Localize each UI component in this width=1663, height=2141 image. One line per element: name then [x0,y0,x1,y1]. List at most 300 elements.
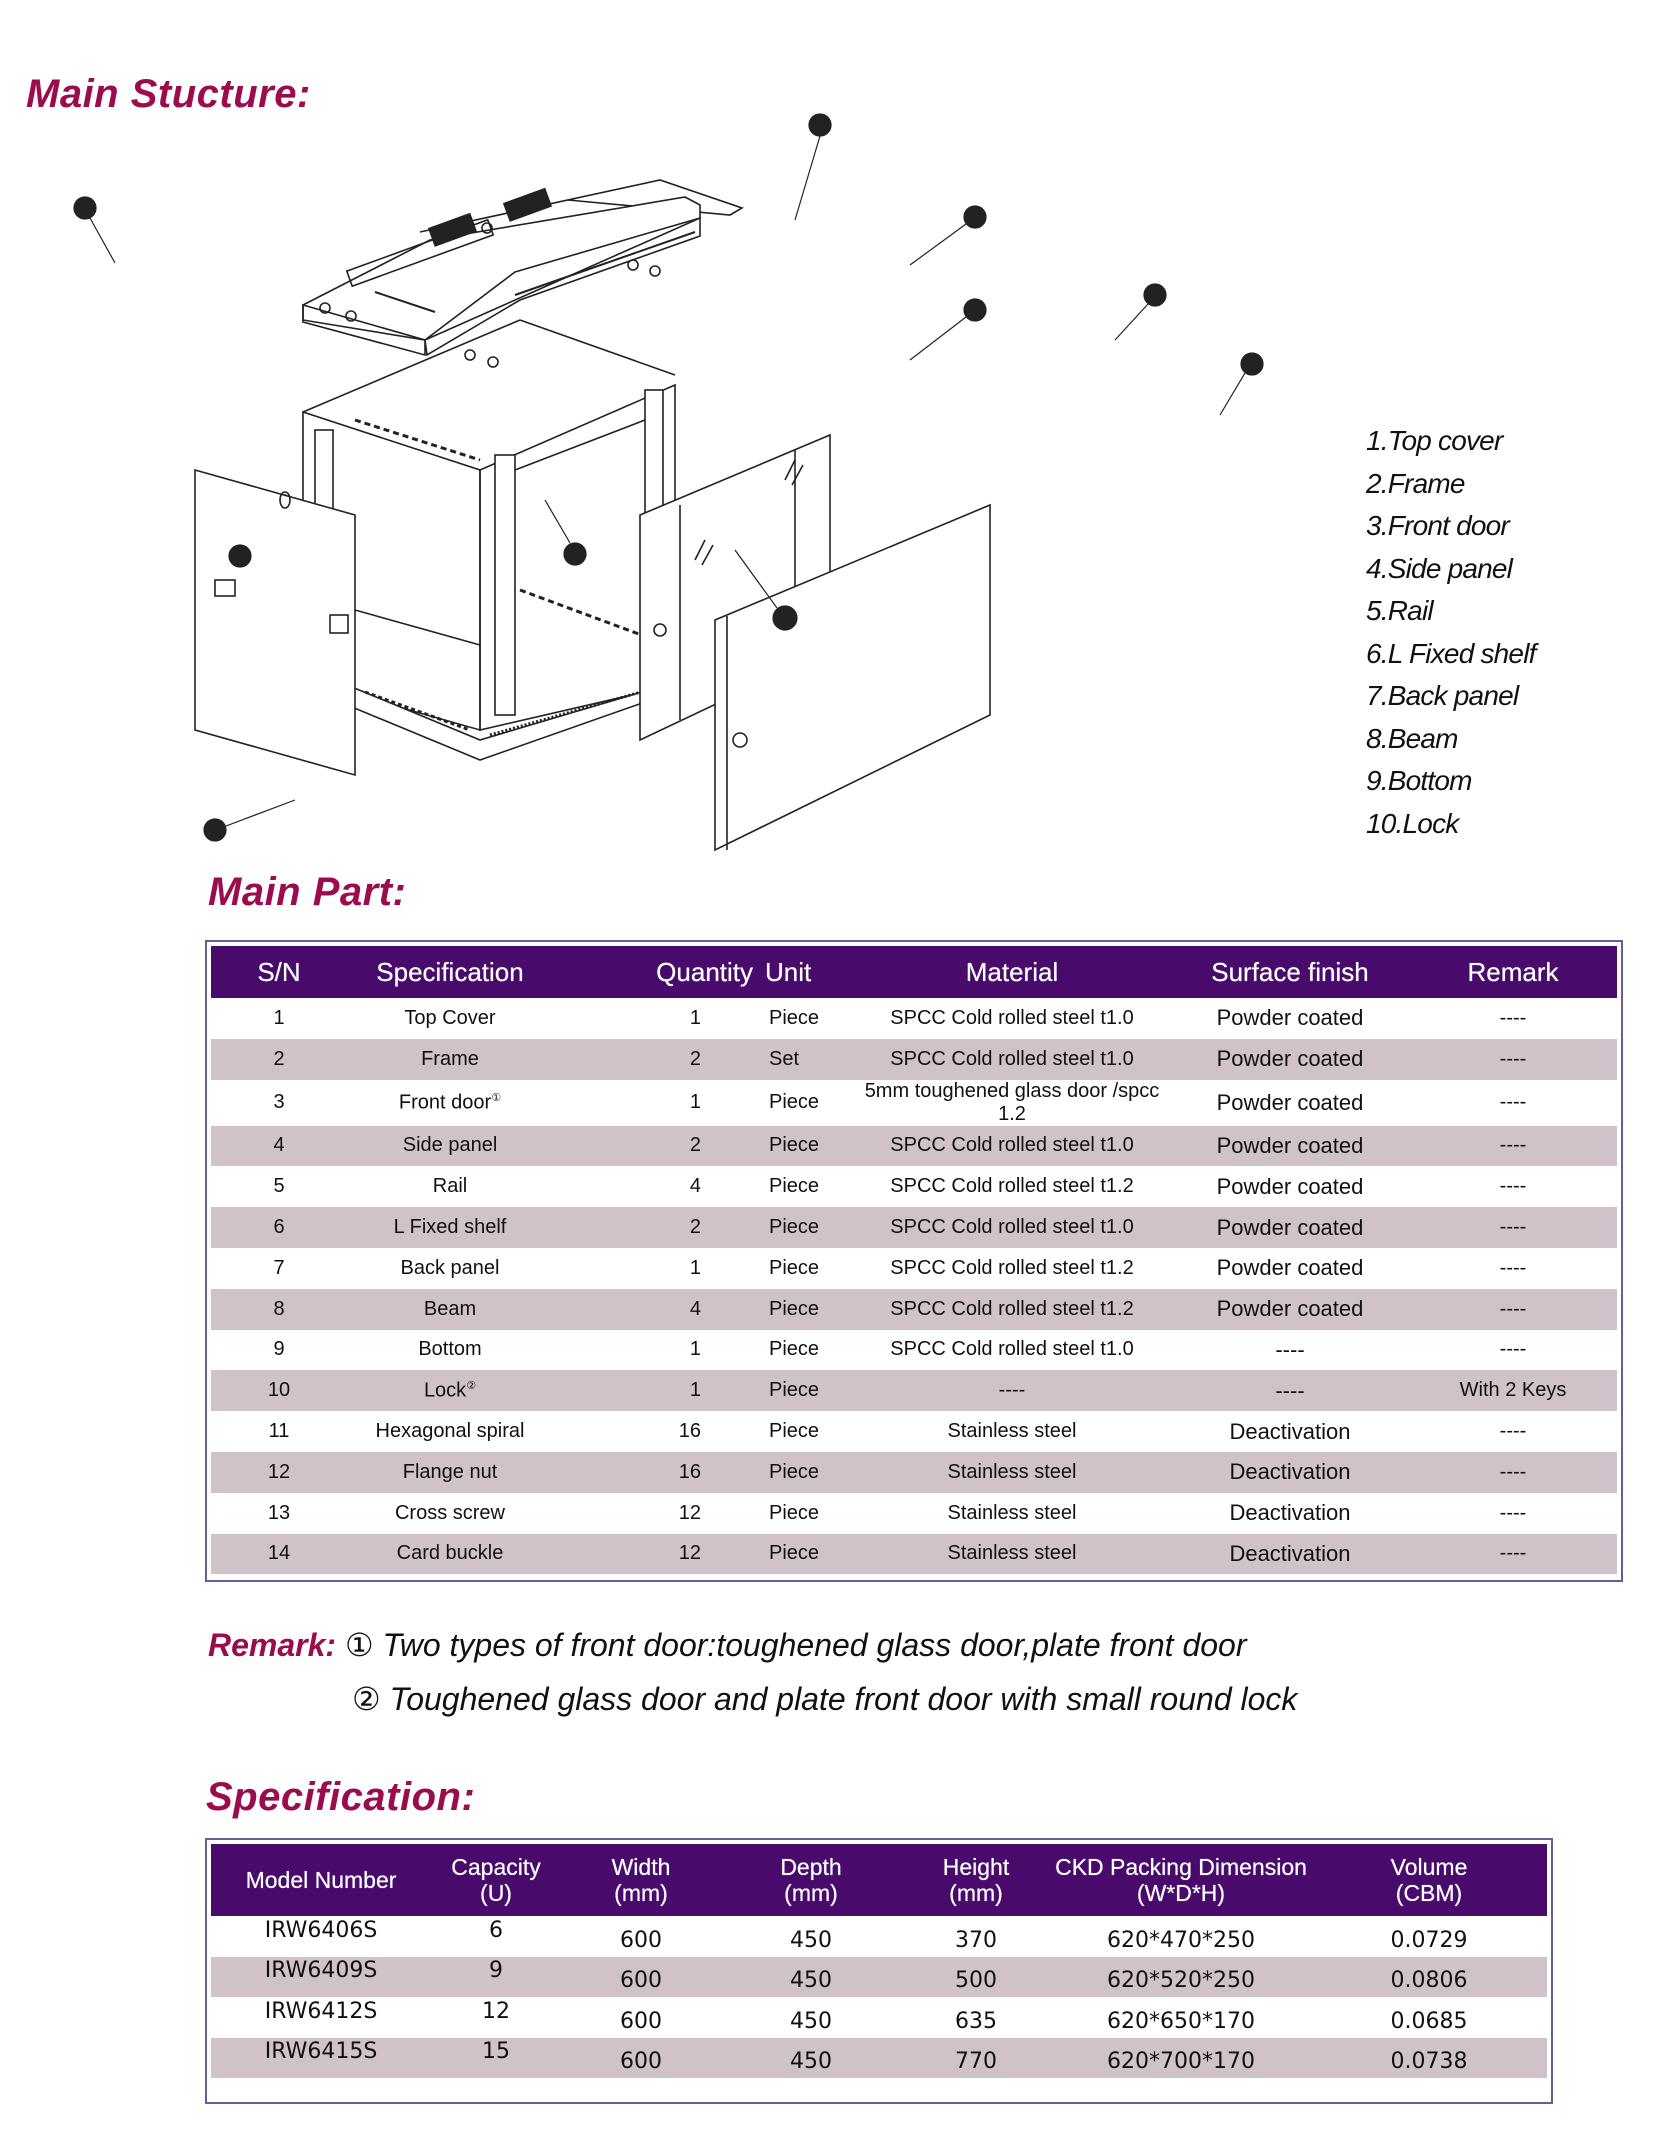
remark-line-2: ② Toughened glass door and plate front door with small round lock [352,1681,1298,1717]
cell-surface-finish-text: ---- [1275,1336,1305,1362]
cell-surface-finish [1171,1452,1409,1493]
svg-text:3: 3 [1248,357,1257,373]
table-row [211,1452,1617,1493]
col-header-ckd-packing-dimension [1051,1844,1311,1916]
cell-unit [753,1166,853,1207]
cell-depth-text: 450 [790,2049,832,2075]
cell-quantity [553,1493,753,1534]
cell-sn-text: 3 [273,1091,285,1114]
legend-item: 7.Back panel [1366,680,1519,711]
cell-specification-text: Frame [421,1047,479,1070]
cell-depth-text: 450 [790,2008,832,2034]
svg-text:5: 5 [971,303,980,319]
svg-text:3: 3 [1151,288,1160,304]
cell-specification [347,1534,553,1575]
cell-quantity-text: 1 [689,1338,701,1361]
cell-width [561,1916,721,1957]
svg-text:1: 1 [816,118,825,134]
cell-unit [753,1126,853,1167]
cell-sn-text: 1 [273,1006,285,1029]
legend-item: 1.Top cover [1366,425,1503,456]
cell-sn-text: 10 [267,1379,291,1402]
cell-model-number [211,2038,431,2079]
cell-remark-text: ---- [1499,1091,1527,1114]
cell-specification [347,1080,553,1126]
cell-material-text: SPCC Cold rolled steel t1.2 [890,1256,1134,1279]
cell-unit [753,1411,853,1452]
table-header-row [211,1844,1547,1916]
cell-specification-text: Lock [423,1379,467,1402]
top-cover-drawing [303,180,742,367]
cell-unit [753,1289,853,1330]
cell-sn [211,1126,347,1167]
cell-sn-text: 11 [268,1420,290,1443]
cell-quantity-text: 2 [689,1047,701,1070]
cell-volume-text: 0.0729 [1390,1927,1468,1953]
cell-remark-text: ---- [1499,1460,1527,1483]
cell-remark-text: ---- [1499,1256,1527,1279]
cell-surface-finish-text: Deactivation [1229,1418,1351,1444]
svg-text:4: 4 [211,823,220,839]
cell-width [561,2038,721,2079]
cell-quantity-text: 1 [689,1006,701,1029]
table-row [211,1207,1617,1248]
cell-remark-text: ---- [1499,1175,1527,1198]
col-header-surface-finish: Surface finish [1171,946,1409,998]
cell-quantity-text: 1 [689,1379,701,1402]
cell-surface-finish [1171,1126,1409,1167]
cell-unit-text: Set [769,1047,800,1070]
cell-remark-text: ---- [1499,1134,1527,1157]
cell-unit-text: Piece [769,1091,820,1114]
cell-material [853,1330,1171,1371]
cell-material [853,1493,1171,1534]
cell-sn-text: 4 [273,1134,285,1157]
cell-material-text: SPCC Cold rolled steel t1.0 [890,1134,1134,1157]
cell-quantity-text: 12 [678,1542,701,1565]
cell-remark-text: ---- [1499,1006,1527,1029]
cell-surface-finish-text: ---- [1275,1377,1305,1403]
cell-specification-text: Top Cover [404,1006,496,1029]
cell-unit [753,1534,853,1575]
cell-unit [753,1452,853,1493]
table-row [211,1493,1617,1534]
remark-label: Remark: [208,1627,337,1663]
cell-model-number [211,1916,431,1957]
main-part-table [211,946,1617,1574]
cell-material [853,1166,1171,1207]
cell-capacity-text: 9 [489,1958,503,1984]
cell-depth [721,1916,901,1957]
side-panel-drawing [195,470,355,775]
col-header-height [901,1844,1051,1916]
col-header-width-line: Width [611,1854,671,1880]
col-header-height-line: Height [942,1854,1010,1880]
cell-specification [347,1370,553,1411]
cell-quantity-text: 1 [689,1091,701,1114]
cell-material [853,1452,1171,1493]
cell-depth-text: 450 [790,1968,832,1994]
cell-width-text: 600 [620,1968,662,1994]
cell-unit [753,1207,853,1248]
table-row [211,998,1617,1039]
cell-surface-finish [1171,1080,1409,1126]
cell-ckd-packing-dimension [1051,1997,1311,2038]
cell-surface-finish [1171,1370,1409,1411]
col-header-height-line: (mm) [949,1880,1003,1906]
cell-quantity [553,1080,753,1126]
cell-unit-text: Piece [769,1216,820,1239]
table-row [211,1411,1617,1452]
cell-material-text: 5mm toughened glass door /spcc 1.2 [864,1079,1160,1125]
cell-specification-text: Back panel [400,1256,500,1279]
cell-unit-text: Piece [769,1501,820,1524]
cell-surface-finish [1171,1534,1409,1575]
cell-quantity [553,1248,753,1289]
cell-quantity [553,1126,753,1167]
cell-volume [1311,1957,1547,1998]
table-row [211,2038,1547,2079]
cell-surface-finish [1171,1411,1409,1452]
cell-remark-text: ---- [1499,1047,1527,1070]
col-header-model-number-line: Model Number [245,1867,397,1893]
legend-item: 3.Front door [1366,510,1509,541]
cell-capacity [431,2038,561,2079]
cell-volume-text: 0.0806 [1390,1968,1468,1994]
cell-remark [1409,1166,1617,1207]
cell-material-text: Stainless steel [947,1420,1077,1443]
col-header-quantity: Quantity [553,946,753,998]
cell-specification [347,1493,553,1534]
col-header-width-line: (mm) [614,1880,668,1906]
cell-specification-text: Bottom [418,1338,482,1361]
footnote-marker: ② [466,1379,477,1392]
cell-surface-finish [1171,1493,1409,1534]
col-header-model-number [211,1844,431,1916]
cell-capacity [431,1916,561,1957]
cell-specification-text: Side panel [402,1134,498,1157]
exploded-cabinet-diagram [81,118,1315,850]
cell-remark [1409,1411,1617,1452]
col-header-remark: Remark [1409,946,1617,998]
legend-item: 4.Side panel [1366,552,1513,584]
cell-surface-finish-text: Deactivation [1229,1459,1351,1485]
cell-surface-finish [1171,1039,1409,1080]
cell-surface-finish-text: Powder coated [1216,1173,1364,1199]
cell-quantity [553,1411,753,1452]
svg-text:9: 9 [571,547,580,563]
cell-volume-text: 0.0685 [1390,2008,1468,2034]
cell-sn [211,1534,347,1575]
cell-material-text: Stainless steel [947,1542,1077,1565]
cell-material [853,998,1171,1039]
cell-material [853,1534,1171,1575]
cell-unit [753,1080,853,1126]
cell-material-text: SPCC Cold rolled steel t1.0 [890,1047,1134,1070]
cell-model-number-text: IRW6406S [264,1917,378,1943]
cell-unit [753,1370,853,1411]
cell-height [901,1916,1051,1957]
col-header-material: Material [853,946,1171,998]
cell-specification-text: Hexagonal spiral [375,1420,525,1443]
cell-sn [211,1411,347,1452]
legend-item: 9.Bottom [1366,765,1472,796]
cell-quantity-text: 1 [689,1256,701,1279]
cell-volume-text: 0.0738 [1390,2049,1468,2075]
cell-unit [753,1330,853,1371]
cell-unit-text: Piece [769,1460,820,1483]
cell-ckd-packing-dimension [1051,1957,1311,1998]
cell-remark [1409,1330,1617,1371]
cell-material-text: SPCC Cold rolled steel t1.0 [890,1338,1134,1361]
table-row [211,1370,1617,1411]
cell-sn [211,998,347,1039]
cell-unit-text: Piece [769,1542,820,1565]
cell-quantity [553,1452,753,1493]
frame-drawing [303,320,675,760]
cell-depth [721,1957,901,1998]
cell-sn [211,1330,347,1371]
cell-model-number-text: IRW6409S [264,1958,378,1984]
cell-surface-finish [1171,1166,1409,1207]
cell-remark [1409,998,1617,1039]
specification-table [211,1844,1547,2078]
cell-sn [211,1248,347,1289]
cell-unit-text: Piece [769,1256,820,1279]
cell-material-text: SPCC Cold rolled steel t1.2 [890,1175,1134,1198]
specification-table-frame [205,1838,1553,2104]
table-row [211,1166,1617,1207]
cell-sn-text: 8 [273,1297,285,1320]
cell-material [853,1248,1171,1289]
cell-width-text: 600 [620,2008,662,2034]
col-header-volume [1311,1844,1547,1916]
col-header-volume-line: Volume [1390,1854,1468,1880]
callout-1 [795,114,831,220]
cell-quantity [553,1039,753,1080]
cell-ckd-packing-dimension-text: 620*470*250 [1107,1927,1255,1953]
cell-surface-finish-text: Powder coated [1216,1296,1364,1322]
cell-capacity-text: 6 [489,1917,503,1943]
cell-width [561,1957,721,1998]
table-row [211,1916,1547,1957]
cell-remark [1409,1248,1617,1289]
cell-quantity-text: 12 [678,1501,701,1524]
cell-remark-text: ---- [1499,1542,1527,1565]
callout-5 [910,299,986,360]
cell-ckd-packing-dimension-text: 620*700*170 [1107,2049,1255,2075]
table-row [211,1248,1617,1289]
cell-remark [1409,1039,1617,1080]
cell-sn-text: 13 [267,1501,291,1524]
cell-capacity-text: 12 [482,1998,510,2024]
callout-3b [1220,353,1263,415]
cell-specification [347,1452,553,1493]
main-part-heading: Main Part: [208,870,407,914]
col-header-capacity-line: Capacity [451,1854,541,1880]
svg-text:2: 2 [971,210,980,226]
cell-unit [753,998,853,1039]
table-row [211,1957,1547,1998]
col-header-depth [721,1844,901,1916]
cell-unit-text: Piece [769,1338,820,1361]
cell-quantity-text: 4 [689,1297,701,1320]
cell-material [853,1207,1171,1248]
cell-material-text: Stainless steel [947,1501,1077,1524]
cell-remark [1409,1452,1617,1493]
cell-unit-text: Piece [769,1379,820,1402]
cell-remark-text: ---- [1499,1216,1527,1239]
cell-sn-text: 6 [273,1216,285,1239]
cell-unit [753,1248,853,1289]
col-header-ckd-packing-dimension-line: (W*D*H) [1136,1880,1226,1906]
callout-7 [74,197,115,263]
cell-remark [1409,1370,1617,1411]
cell-width [561,1997,721,2038]
cell-volume [1311,2038,1547,2079]
callout-3a [1115,284,1166,340]
remark-block [208,1618,1297,1726]
cell-capacity [431,1957,561,1998]
cell-unit-text: Piece [769,1006,820,1029]
cell-sn-text: 9 [273,1338,285,1361]
table-row [211,1534,1617,1575]
cell-material-text: Stainless steel [947,1460,1077,1483]
cell-surface-finish-text: Powder coated [1216,1132,1364,1158]
cell-quantity [553,1166,753,1207]
cell-material-text: SPCC Cold rolled steel t1.0 [890,1216,1134,1239]
cell-quantity-text: 2 [689,1216,701,1239]
table-row [211,1289,1617,1330]
cell-height-text: 500 [955,1968,997,1994]
cell-material [853,1126,1171,1167]
cell-surface-finish-text: Deactivation [1229,1540,1351,1566]
main-structure-heading: Main Stucture: [26,72,311,116]
cell-height [901,1957,1051,1998]
cell-sn-text: 12 [267,1460,291,1483]
col-header-unit: Unit [753,946,853,998]
cell-unit-text: Piece [769,1420,820,1443]
legend-item: 5.Rail [1366,595,1433,626]
legend-item: 2.Frame [1366,467,1465,499]
cell-remark-text: ---- [1499,1501,1527,1524]
cell-quantity-text: 16 [678,1420,701,1443]
cell-width-text: 600 [620,1927,662,1953]
cell-model-number-text: IRW6415S [264,2039,378,2065]
cell-surface-finish-text: Powder coated [1216,1255,1364,1281]
cell-width-text: 600 [620,2049,662,2075]
cell-specification [347,1411,553,1452]
cell-specification-text: Cross screw [394,1501,505,1524]
cell-remark [1409,1080,1617,1126]
cell-unit-text: Piece [769,1297,820,1320]
col-header-depth-line: Depth [780,1854,842,1880]
cell-quantity-text: 2 [689,1134,701,1157]
cell-unit [753,1493,853,1534]
table-row [211,1080,1617,1126]
cell-height [901,2038,1051,2079]
table-row [211,1330,1617,1371]
cell-sn [211,1493,347,1534]
col-header-capacity [431,1844,561,1916]
cell-model-number [211,1957,431,1998]
cell-volume [1311,1997,1547,2038]
cell-height-text: 635 [955,2008,997,2034]
cell-surface-finish [1171,998,1409,1039]
cell-sn-text: 2 [273,1047,285,1070]
cell-surface-finish [1171,1207,1409,1248]
specification-heading: Specification: [206,1775,476,1819]
cell-height-text: 370 [955,1927,997,1953]
svg-text:10: 10 [776,611,794,627]
cell-depth [721,1997,901,2038]
col-header-volume-line: (CBM) [1395,1880,1463,1906]
cabinet-drawing [81,118,1315,850]
cell-material-text: SPCC Cold rolled steel t1.0 [890,1006,1134,1029]
cell-material [853,1080,1171,1126]
col-header-capacity-line: (U) [480,1880,512,1906]
cell-sn-text: 14 [267,1542,291,1565]
cell-sn [211,1080,347,1126]
cell-surface-finish-text: Powder coated [1216,1046,1364,1072]
cell-remark [1409,1493,1617,1534]
cell-surface-finish-text: Deactivation [1229,1500,1351,1526]
table-row [211,1039,1617,1080]
cell-sn [211,1370,347,1411]
cell-unit-text: Piece [769,1134,820,1157]
table-header-row [211,946,1617,998]
cell-remark [1409,1534,1617,1575]
legend-item: 6.L Fixed shelf [1366,637,1536,669]
cell-quantity-text: 4 [689,1175,701,1198]
cell-sn [211,1039,347,1080]
cell-capacity [431,1997,561,2038]
cell-specification [347,1039,553,1080]
cell-material [853,1289,1171,1330]
footnote-marker: ① [491,1091,502,1104]
cell-surface-finish-text: Powder coated [1216,1214,1364,1240]
remark-line-1: ① Two types of front door:toughened glass door,plate front door [344,1627,1247,1663]
cell-material [853,1370,1171,1411]
cell-specification [347,1330,553,1371]
main-part-table-frame [205,940,1623,1582]
cell-sn [211,1166,347,1207]
callout-2 [910,206,986,265]
cell-quantity [553,1207,753,1248]
cell-volume [1311,1916,1547,1957]
cell-specification-text: L Fixed shelf [393,1216,507,1239]
cell-sn [211,1207,347,1248]
table-row [211,1126,1617,1167]
cell-surface-finish-text: Powder coated [1216,1005,1364,1031]
cell-remark-text: ---- [1499,1420,1527,1443]
cell-material [853,1039,1171,1080]
col-header-ckd-packing-dimension-line: CKD Packing Dimension [1055,1854,1307,1880]
cell-specification [347,1289,553,1330]
cell-specification [347,998,553,1039]
cell-model-number-text: IRW6412S [264,1998,378,2024]
cell-surface-finish [1171,1289,1409,1330]
cell-sn-text: 7 [273,1256,285,1279]
cell-sn [211,1289,347,1330]
cell-specification-text: Front door [398,1091,492,1114]
cell-quantity [553,1370,753,1411]
table-row [211,1997,1547,2038]
cell-ckd-packing-dimension-text: 620*650*170 [1107,2008,1255,2034]
cell-quantity [553,998,753,1039]
legend-item: 10.Lock [1366,807,1459,839]
col-header-width [561,1844,721,1916]
